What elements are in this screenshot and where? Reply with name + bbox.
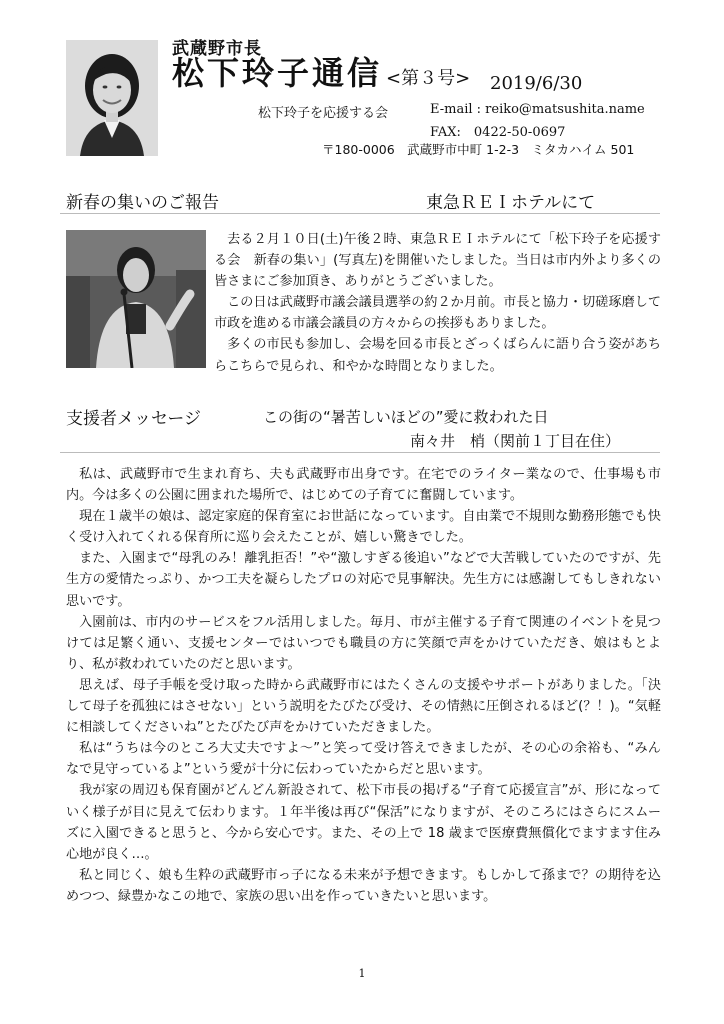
message-paragraph: 私は、武蔵野市で生まれ育ち、夫も武蔵野市出身です。在宅でのライター業なので、仕事場も市内。今は多くの公園に囲まれた場所で、はじめての子育てに奮闘しています。 [66,467,661,504]
section-1-title: 新春の集いのご報告 [66,193,219,213]
newsletter-title [172,56,470,91]
section-2-subtitle: この街の“暑苦しいほどの”愛に救われた日 [263,408,549,426]
message-author: 南々井 梢（関前１丁目在住） [410,432,621,450]
org-title: 武蔵野市長 [172,39,262,59]
section-2-title: 支援者メッセージ [66,409,201,429]
section-1-venue: 東急ＲＥＩホテルにて [426,193,596,213]
section-1-body [214,229,661,377]
event-photo [66,230,206,368]
message-paragraph: 私は“うちは今のところ大丈夫ですよ～”と笑って受け答えできましたが、その心の余裕も、“みんなで見守っているよ”という愛が十分に伝わっていたからだと思います。 [66,741,661,778]
mayor-portrait [66,40,158,156]
section-1-paragraph: 去る２月１０日(土)午後２時、東急ＲＥＩホテルにて「松下玲子を応援する会 新春の集い」(写真左)を開催いたしました。当日は市内外より多くの皆さまにご参加頂き、ありがとうございました。 [214,232,661,290]
message-paragraph: 我が家の周辺も保育園がどんどん新設されて、松下市長の掲げる“子育て応援宣言”が、形になっていく様子が目に見えて伝わります。１年半後は再び“保活”になりますが、そのころにはさらにスムーズに入園できると思うと、今から安心です。また、その上で 18 歳まで医療費無償化でますます住み心地が良く…。 [66,783,661,862]
message-paragraph: 現在１歳半の娘は、認定家庭的保育室にお世話になっています。自由業で不規則な勤務形態でも快く受け入れてくれる保育所に巡り会えたことが、嬉しい驚きでした。 [66,509,661,546]
newsletter-name: 松下玲子通信 [172,54,383,92]
contact-address: 〒180-0006 武蔵野市中町 1-2-3 ミタカハイム 501 [322,142,635,157]
message-paragraph: 私と同じく、娘も生粋の武蔵野市っ子になる未来が予想できます。もしかして孫まで？の期待を込めつつ、緑豊かなこの地で、家族の思い出を作っていきたいと思います。 [66,867,661,904]
section-1-rule [60,213,660,214]
section-1-paragraph: 多くの市民も参加し、会場を回る市長とざっくばらんに語り合う姿があちらこちらで見られ、和やかな時間となりました。 [214,337,661,374]
supporter-group: 松下玲子を応援する会 [258,106,389,121]
section-2-rule [60,452,660,453]
message-paragraph: また、入園まで“母乳のみ！離乳拒否！”や“激しすぎる後追い”などで大苦戦していたのですが、先生方の愛情たっぷり、かつ工夫を凝らしたプロの対応で見事解決。先生方には感謝してもしきれない思いです。 [66,551,661,609]
contact-fax: FAX: 0422-50-0697 [430,125,566,140]
contact-email: E-mail : reiko@matsushita.name [430,102,645,117]
page-number: 1 [358,967,366,980]
issue-number: <第３号> [386,68,471,89]
issue-date: 2019/6/30 [490,73,583,94]
section-1-paragraph: この日は武蔵野市議会議員選挙の約２か月前。市長と協力・切磋琢磨して市政を進める市議会議員の方々からの挨拶もありました。 [214,295,661,332]
message-paragraph: 入園前は、市内のサービスをフル活用しました。毎月、市が主催する子育て関連のイベントを見つけては足繁く通い、支援センターではいつでも職員の方に笑顔で声をかけていただき、娘はもとより、私が救われていたのだと思います。 [66,614,661,672]
message-paragraph: 思えば、母子手帳を受け取った時から武蔵野市にはたくさんの支援やサポートがありました。「決して母子を孤独にはさせない」という説明をたびたび受け、その情熱に圧倒されるほど(？！)。“気軽に相談してくださいね”とたびたび声をかけていただきました。 [66,677,661,736]
section-2-body [66,464,661,907]
